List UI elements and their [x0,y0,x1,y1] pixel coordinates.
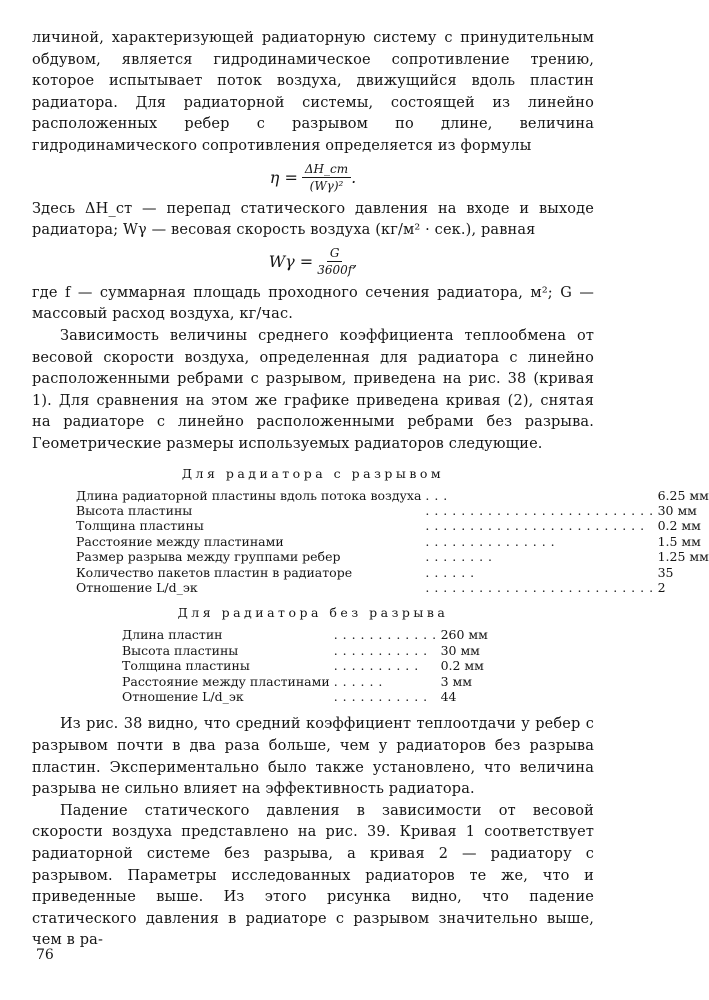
paragraph-2: Здесь ΔH_ст — перепад статического давления на входе и выходе радиатора; Wγ — весовая скорость воздуха (кг/м² · сек.), равная [32,200,594,239]
spec-dots: . . . . . . . . . . . [333,642,428,658]
formula-eta-denominator: (Wγ)² [309,178,344,193]
spec-row [122,643,488,658]
spec-label: Толщина пластины [76,518,204,534]
spec-value: 0.2 мм [657,518,701,534]
spec-dots: . . . . . . . . . . [333,658,419,674]
spec-row [122,627,488,642]
spec-dots: . . . . . . . . . . . [333,688,428,704]
spec-dots: . . . . . . . . . . . . . . . . . . . . . . . . . . [425,502,654,518]
spec-label: Длина пластин [122,627,223,643]
paragraph-4: Зависимость величины среднего коэффициента теплообмена от весовой скорости воздуха, определенная для радиатора с линейно расположенными ребрами с разрывом, приведена на рис. 38 (кривая 1). Для сравнения на этом же графике приведена кривая (2), снятая на радиаторе с линейно расположенными ребрами без разрыва. Геометрические размеры используемых радиаторов следующие. [32,327,594,452]
spec-row [122,674,488,689]
spec-label: Расстояние между пластинами [76,533,284,549]
spec-value: 35 [657,564,674,580]
paragraph-5: Из рис. 38 видно, что средний коэффициент теплоотдачи у ребер с разрывом почти в два раза больше, чем у радиаторов без разрыва пластин. Экспериментально было также установлено, что величина разрыва не сильно влияет на эффективность радиатора. [32,716,594,798]
spec-dots: . . . . . . . . . . . . [333,627,437,643]
spec-row [76,518,709,533]
paragraph-1: личиной, характеризующей радиаторную систему с принудительным обдувом, является гидродинамическое сопротивление трению, которое испытывает поток воздуха, движущийся вдоль пластин радиатора. Для радиаторной системы, состоящей из линейно расположенных ребер с разрывом по длине, величина гидродинамического сопротивления определяется из формулы [32,30,594,154]
spec-value: 1.25 мм [657,549,709,565]
spec-row [76,534,709,549]
spec-label: Размер разрыва между группами ребер [76,549,341,565]
page-content [32,28,709,952]
spec-value: 3 мм [440,673,472,689]
spec-dots: . . . . . . . . [425,549,493,565]
spec-row [76,488,709,503]
spec-row [76,549,709,564]
spec-value: 44 [440,688,457,704]
spec-row [122,689,488,704]
formula-eta-fraction [302,162,351,193]
spec-row [122,658,488,673]
paragraph-6: Падение статического давления в зависимости от весовой скорости воздуха представлено на рис. 39. Кривая 1 соответствует радиаторной системе без разрыва, а кривая 2 — радиатору с разрывом. Параметры исследованных радиаторов те же, что и приведенные выше. Из этого рисунка видно, что падение статического давления в радиаторе с разрывом значительно выше, чем в ра- [32,802,594,949]
spec-row [76,565,709,580]
spec-value: 2 [657,579,666,595]
spec-value: 6.25 мм [657,487,709,503]
spec-dots: . . . [425,487,448,503]
formula-wv-fraction [317,246,352,277]
formula-wv-end: , [352,251,358,271]
spec-dots: . . . . . . . . . . . . . . . . . . . . . . . . . . [425,579,654,595]
spec-value: 1.5 мм [657,533,701,549]
page-number: 76 [36,947,54,963]
spec-label: Высота пластины [76,502,193,518]
formula-wv-lhs: Wγ = [268,251,314,271]
table2-caption: Для радиатора без разрыва [177,605,449,621]
paragraph-3: где f — суммарная площадь проходного сечения радиатора, м²; G — массовый расход воздуха, кг/час. [32,284,594,323]
spec-dots: . . . . . . . . . . . . . . . . . . . . . . . . . [425,518,645,534]
spec-value: 30 мм [440,642,480,658]
spec-label: Толщина пластины [122,658,250,674]
spec-label: Количество пакетов пластин в радиаторе [76,564,353,580]
spec-row [76,580,709,595]
spec-label: Длина радиаторной пластины вдоль потока воздуха [76,487,422,503]
spec-dots: . . . . . . . . . . . . . . . [425,533,556,549]
spec-dots: . . . . . . [425,564,475,580]
specs-table-with-gap [76,488,709,596]
formula-weight-velocity [32,246,594,277]
formula-wv-denominator: 3600f [317,262,353,277]
formula-eta [32,162,594,193]
spec-value: 0.2 мм [440,658,484,674]
spec-value: 260 мм [440,627,488,643]
spec-label: Отношение L/d_эк [122,688,244,704]
spec-value: 30 мм [657,502,697,518]
specs-table-without-gap [122,627,488,704]
formula-eta-lhs: η = [269,167,298,187]
spec-label: Высота пластины [122,642,239,658]
spec-row [76,503,709,518]
spec-label: Отношение L/d_эк [76,579,198,595]
formula-eta-numerator: ΔH_ст [302,162,351,178]
spec-dots: . . . . . . [333,673,383,689]
spec-label: Расстояние между пластинами [122,673,330,689]
table1-caption: Для радиатора с разрывом [181,465,445,481]
formula-eta-end: . [351,167,357,187]
formula-wv-numerator: G [327,246,343,262]
